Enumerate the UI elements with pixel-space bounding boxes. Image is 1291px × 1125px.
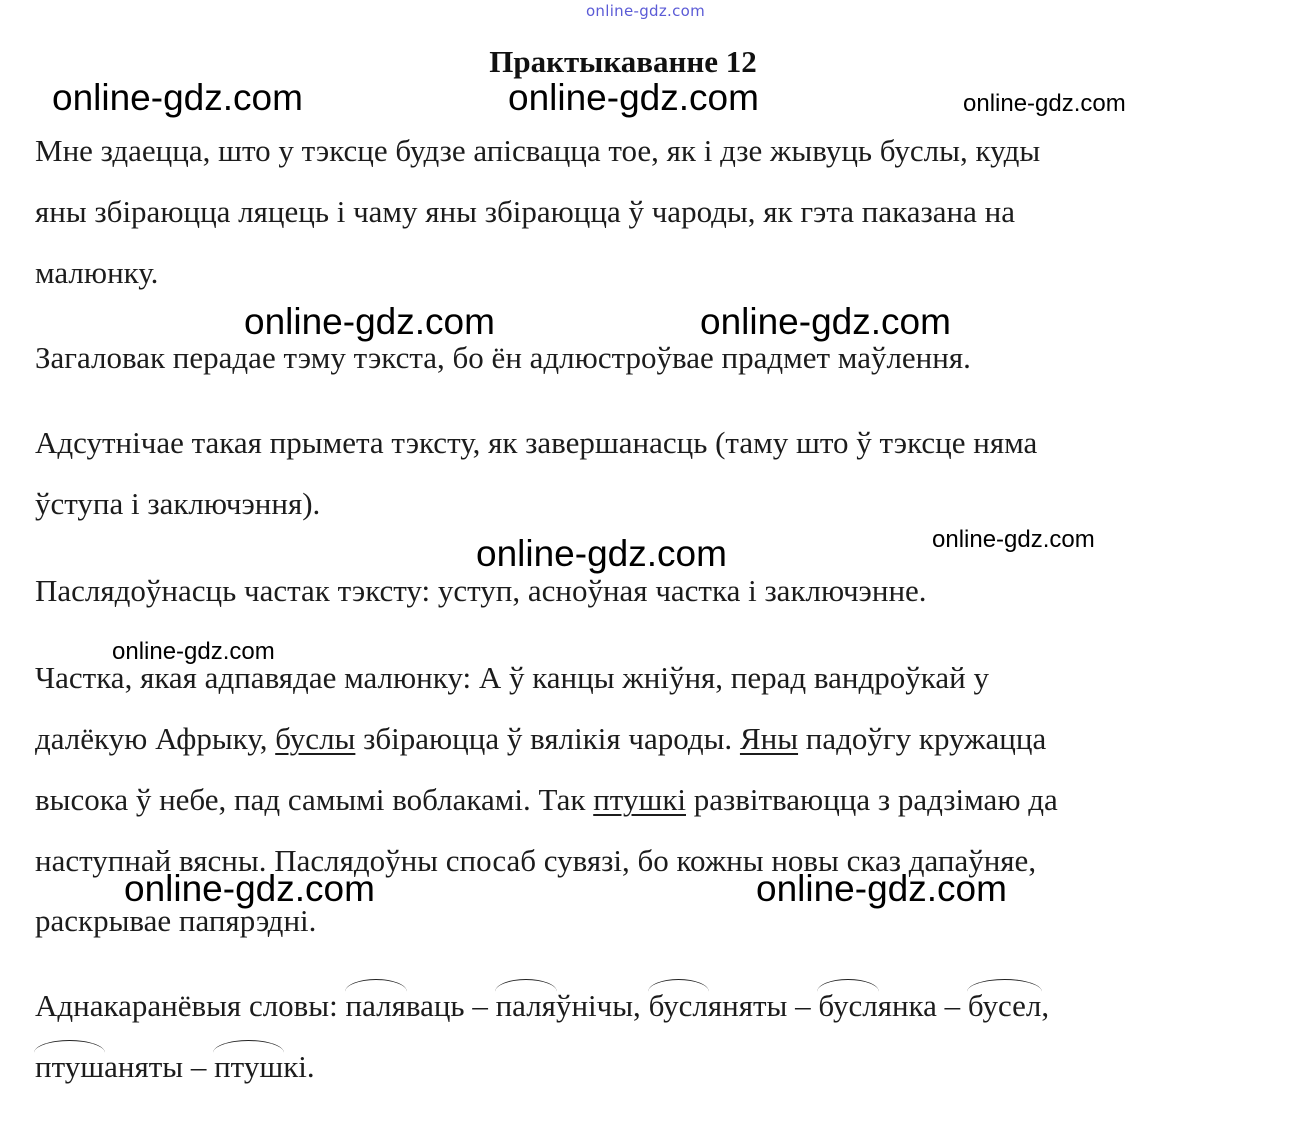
watermark: online-gdz.com — [476, 533, 727, 574]
text-run: – — [936, 988, 968, 1023]
text-run: высока ў небе, пад самымі воблакамі. Так — [35, 782, 594, 817]
text-run: аняты — [104, 1049, 184, 1084]
paragraph-5-line-2 — [35, 721, 1046, 757]
paragraph-5-line-5: раскрывае папярэдні. — [35, 903, 317, 938]
word-root: бусл — [648, 988, 708, 1023]
page-title: Практыкаванне 12 — [489, 44, 757, 79]
word-root: паля — [495, 988, 556, 1023]
watermark: online-gdz.com — [124, 868, 375, 909]
text-run: ўнічы, — [555, 988, 649, 1023]
paragraph-1-line-2: яны збіраюцца ляцець і чаму яны збіраюцца ў чароды, як гэта паказана на — [35, 194, 1015, 229]
text-run: , — [1041, 988, 1050, 1023]
text-run: кі. — [283, 1049, 315, 1084]
paragraph-6-line-1 — [35, 988, 1049, 1024]
watermark: online-gdz.com — [112, 638, 275, 665]
paragraph-3-line-1: Адсутнічае такая прымета тэксту, як завершанасць (таму што ў тэксце няма — [35, 425, 1038, 460]
text-run: – — [787, 988, 819, 1023]
paragraph-3-line-2: ўступа і заключэння). — [35, 486, 321, 521]
underlined-word: Яны — [739, 721, 799, 756]
paragraph-6-line-2 — [35, 1049, 315, 1085]
watermark: online-gdz.com — [756, 868, 1007, 909]
word-root: паля — [345, 988, 406, 1023]
text-run: развітваюцца з радзімаю да — [686, 782, 1058, 817]
watermark: online-gdz.com — [52, 77, 303, 118]
paragraph-1-line-1: Мне здаецца, што у тэксце будзе апісвацца тое, як і дзе жывуць буслы, куды — [35, 133, 1041, 168]
paragraph-5-line-4: наступнай вясны. Паслядоўны спосаб сувязі, бо кожны новы сказ дапаўняе, — [35, 843, 1037, 878]
watermark: online-gdz.com — [700, 301, 951, 342]
text-run: янка — [877, 988, 937, 1023]
paragraph-5-line-1: Частка, якая адпавядае малюнку: А ў канцы жніўня, перад вандроўкай у — [35, 660, 989, 695]
top-watermark: online-gdz.com — [585, 2, 706, 20]
underlined-word: буслы — [275, 721, 356, 756]
paragraph-1-line-3: малюнку. — [35, 255, 159, 290]
word-root: бусел — [967, 988, 1042, 1023]
paragraph-2-line-1: Загаловак перадае тэму тэкста, бо ён адлюстроўвае прадмет маўлення. — [35, 340, 971, 375]
underlined-word: птушкі — [593, 782, 686, 817]
text-run: ваць — [405, 988, 465, 1023]
paragraph-5-line-3 — [35, 782, 1058, 818]
word-root: птуш — [35, 1049, 105, 1084]
watermark: online-gdz.com — [963, 90, 1126, 117]
text-run: збіраюцца ў вялікія чароды. — [355, 721, 740, 756]
text-run: падоўгу кружацца — [798, 721, 1047, 756]
watermark: online-gdz.com — [932, 526, 1095, 553]
text-run: – — [183, 1049, 215, 1084]
word-root: бусл — [818, 988, 878, 1023]
text-run: Аднакаранёвыя словы: — [35, 988, 346, 1023]
word-root: птуш — [214, 1049, 284, 1084]
watermark: online-gdz.com — [244, 301, 495, 342]
watermark: online-gdz.com — [508, 77, 759, 118]
text-run: яняты — [707, 988, 788, 1023]
paragraph-4-line-1: Паслядоўнасць частак тэксту: уступ, асноўная частка і заключэнне. — [35, 573, 927, 608]
text-run: – — [464, 988, 496, 1023]
text-run: далёкую Афрыку, — [35, 721, 276, 756]
